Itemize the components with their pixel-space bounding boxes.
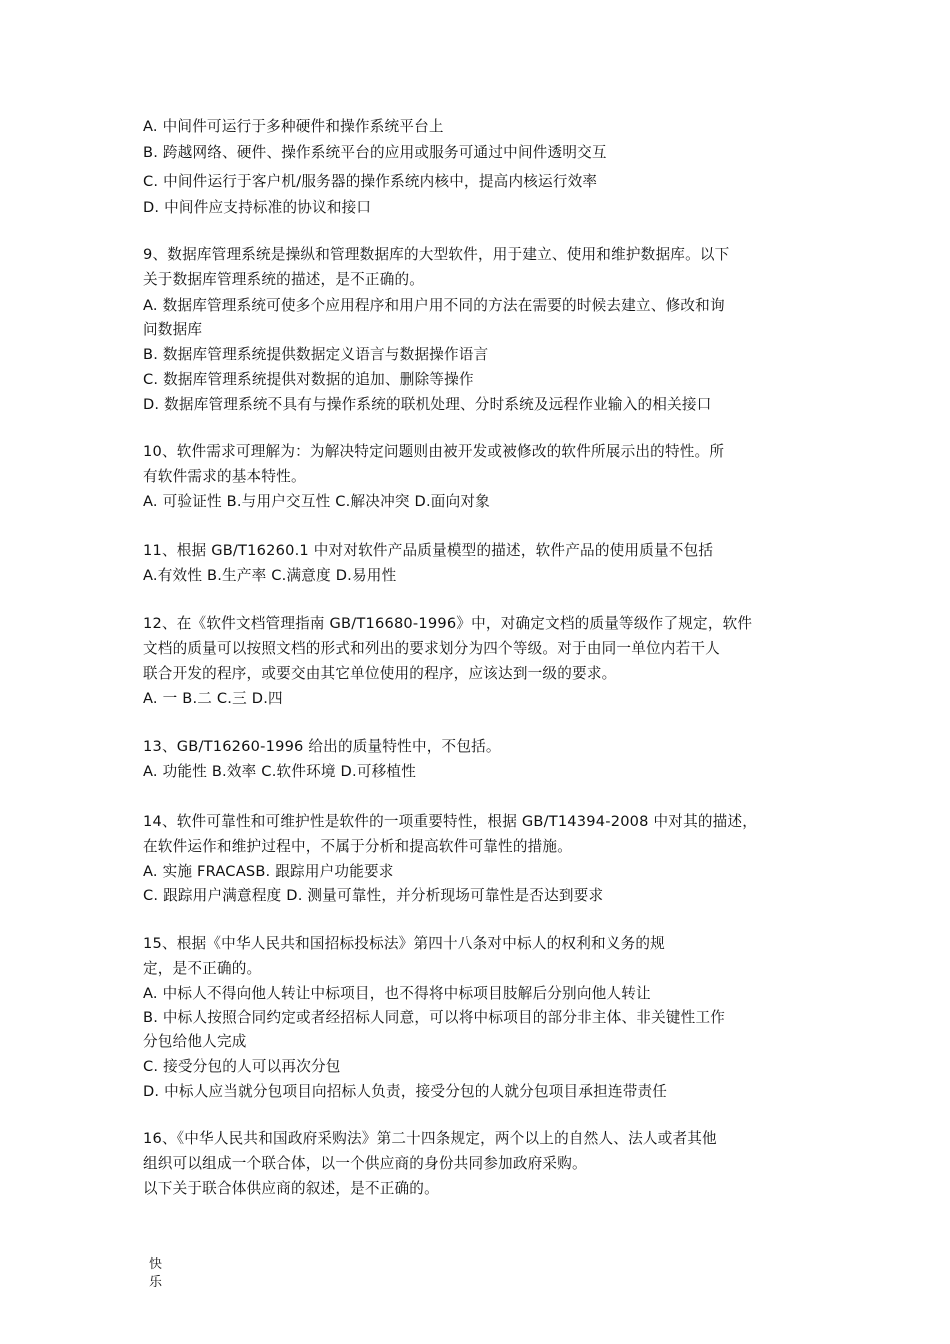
- q10-options: A. 可验证性 B.与用户交互性 C.解决冲突 D.面向对象: [143, 493, 490, 510]
- q9-option-a-line-2: 问数据库: [143, 321, 203, 338]
- q8-option-a: A. 中间件可运行于多种硬件和操作系统平台上: [143, 118, 444, 135]
- q10-stem-line-2: 有软件需求的基本特性。: [143, 468, 306, 485]
- q9-stem-line-1: 9、数据库管理系统是操纵和管理数据库的大型软件，用于建立、使用和维护数据库。以下: [143, 246, 730, 263]
- q9-stem-line-2: 关于数据库管理系统的描述，是不正确的。: [143, 271, 425, 288]
- q14-options-ab: A. 实施 FRACASB. 跟踪用户功能要求: [143, 863, 394, 880]
- q14-options-cd: C. 跟踪用户满意程度 D. 测量可靠性，并分析现场可靠性是否达到要求: [143, 887, 604, 904]
- q15-option-a: A. 中标人不得向他人转让中标项目，也不得将中标项目肢解后分别向他人转让: [143, 985, 651, 1002]
- q16-stem-line-2: 组织可以组成一个联合体，以一个供应商的身份共同参加政府采购。: [143, 1155, 587, 1172]
- q11-options: A.有效性 B.生产率 C.满意度 D.易用性: [143, 567, 397, 584]
- q15-option-d: D. 中标人应当就分包项目向招标人负责，接受分包的人就分包项目承担连带责任: [143, 1083, 668, 1100]
- q16-stem-line-1: 16、《中华人民共和国政府采购法》第二十四条规定，两个以上的自然人、法人或者其他: [143, 1130, 717, 1147]
- q9-option-c: C. 数据库管理系统提供对数据的追加、删除等操作: [143, 371, 474, 388]
- q13-options: A. 功能性 B.效率 C.软件环境 D.可移植性: [143, 763, 416, 780]
- q14-stem-line-2: 在软件运作和维护过程中，不属于分析和提高软件可靠性的措施。: [143, 838, 573, 855]
- q15-stem-line-1: 15、根据《中华人民共和国招标投标法》第四十八条对中标人的权利和义务的规: [143, 935, 665, 952]
- q12-stem-line-1: 12、在《软件文档管理指南 GB/T16680-1996》中，对确定文档的质量等级作了规定，软件: [143, 615, 753, 632]
- q10-stem-line-1: 10、软件需求可理解为：为解决特定问题则由被开发或被修改的软件所展示出的特性。所: [143, 443, 725, 460]
- q12-stem-line-2: 文档的质量可以按照文档的形式和列出的要求划分为四个等级。对于由同一单位内若干人: [143, 640, 720, 657]
- page-footer-text: 快乐: [149, 1257, 163, 1290]
- q9-option-a-line-1: A. 数据库管理系统可使多个应用程序和用户用不同的方法在需要的时候去建立、修改和询: [143, 297, 725, 314]
- q9-option-d: D. 数据库管理系统不具有与操作系统的联机处理、分时系统及远程作业输入的相关接口: [143, 396, 712, 413]
- q14-stem-line-1: 14、软件可靠性和可维护性是软件的一项重要特性，根据 GB/T14394-2008 中对其的描述，: [143, 813, 758, 830]
- q15-stem-line-2: 定，是不正确的。: [143, 960, 262, 977]
- q12-stem-line-3: 联合开发的程序，或要交由其它单位使用的程序，应该达到一级的要求。: [143, 665, 617, 682]
- q13-stem: 13、GB/T16260-1996 给出的质量特性中，不包括。: [143, 738, 501, 755]
- q15-option-b-line-2: 分包给他人完成: [143, 1033, 247, 1050]
- q8-option-b: B. 跨越网络、硬件、操作系统平台的应用或服务可通过中间件透明交互: [143, 144, 607, 161]
- q15-option-b-line-1: B. 中标人按照合同约定或者经招标人同意，可以将中标项目的部分非主体、非关键性工作: [143, 1009, 726, 1026]
- q8-option-c: C. 中间件运行于客户机/服务器的操作系统内核中，提高内核运行效率: [143, 173, 598, 190]
- q15-option-c: C. 接受分包的人可以再次分包: [143, 1058, 341, 1075]
- q9-option-b: B. 数据库管理系统提供数据定义语言与数据操作语言: [143, 346, 489, 363]
- q8-option-d: D. 中间件应支持标准的协议和接口: [143, 199, 372, 216]
- q16-stem-line-3: 以下关于联合体供应商的叙述，是不正确的。: [143, 1180, 439, 1197]
- q11-stem: 11、根据 GB/T16260.1 中对对软件产品质量模型的描述，软件产品的使用质量不包括: [143, 542, 714, 559]
- q12-options: A. 一 B.二 C.三 D.四: [143, 690, 283, 707]
